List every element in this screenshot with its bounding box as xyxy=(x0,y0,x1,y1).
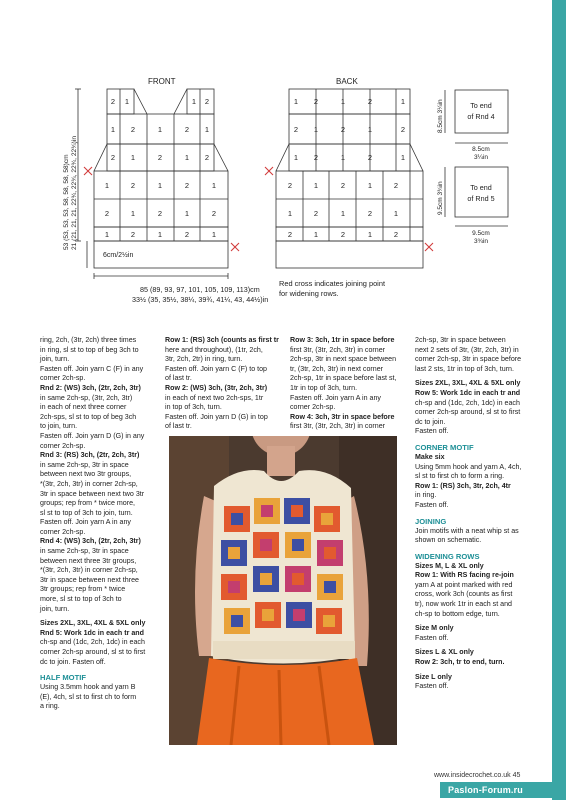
back-cell: 1 xyxy=(293,153,299,162)
back-cell: 1 xyxy=(287,209,293,218)
width-in: 33½ (35, 35½, 38¼, 39¾, 41¼, 43, 44½)in xyxy=(132,295,269,304)
back-cell: 1 xyxy=(340,209,346,218)
back-cell: 2 xyxy=(340,125,346,134)
front-cell: 1 xyxy=(157,181,163,190)
back-cell: 1 xyxy=(340,97,346,106)
back-cell: 1 xyxy=(367,181,373,190)
page-number: 45 xyxy=(512,772,521,779)
front-cell: 2 xyxy=(204,97,210,106)
front-cell: 2 xyxy=(157,153,163,162)
footer-site: www.insidecrochet.co.uk xyxy=(434,772,511,779)
front-cell: 1 xyxy=(157,230,163,239)
front-cell: 1 xyxy=(104,181,110,190)
back-cell: 2 xyxy=(393,230,399,239)
front-cell: 1 xyxy=(110,125,116,134)
front-cell: 1 xyxy=(191,97,197,106)
back-cell: 1 xyxy=(340,153,346,162)
legend-dim: 3¼in xyxy=(473,154,489,161)
back-cell: 1 xyxy=(313,181,319,190)
back-cell: 1 xyxy=(367,230,373,239)
front-cell: 1 xyxy=(184,153,190,162)
height-in: 21 (21, 21, 21, 22¾, 22¾, 22¾, 22¾)in xyxy=(71,135,78,250)
back-cell: 2 xyxy=(367,153,373,162)
back-cell: 2 xyxy=(287,230,293,239)
front-cell: 2 xyxy=(110,153,116,162)
back-cell: 1 xyxy=(393,209,399,218)
legend-dim: 9.5cm xyxy=(472,230,490,237)
back-cell: 1 xyxy=(313,230,319,239)
front-cell: 1 xyxy=(124,97,130,106)
schematic-diagrams xyxy=(0,0,552,330)
legend-vdim: 8.5cm 3¼in xyxy=(437,99,444,133)
front-cell: 2 xyxy=(130,125,136,134)
width-cm: 85 (89, 93, 97, 101, 105, 109, 113)cm xyxy=(140,285,260,294)
back-cell: 2 xyxy=(313,153,319,162)
front-cell: 2 xyxy=(204,153,210,162)
back-label: BACK xyxy=(336,77,358,86)
back-schematic xyxy=(276,89,423,268)
front-cell: 2 xyxy=(104,209,110,218)
front-label: FRONT xyxy=(148,77,176,86)
front-cell: 1 xyxy=(157,125,163,134)
back-cell: 1 xyxy=(313,125,319,134)
front-cell: 1 xyxy=(211,181,217,190)
front-cell: 1 xyxy=(211,230,217,239)
note-line: Red cross indicates joining point xyxy=(279,279,385,288)
section-heading: CORNER MOTIF xyxy=(415,442,474,452)
front-cell: 2 xyxy=(184,181,190,190)
legend-box-rnd5 xyxy=(455,167,508,217)
front-cell: 2 xyxy=(211,209,217,218)
legend-dim: 8.5cm xyxy=(472,146,490,153)
model-photo xyxy=(169,436,397,745)
text-column-4: 2ch-sp, 3tr in space between next 2 sets of 3tr, (3tr, 2ch, 3tr) in corner 2ch-sp, 3tr in space before last 2 sts, 1tr in top of 3ch, turn. Sizes 2XL, 3XL, 4XL & 5XL only Row 5: Work 1dc in each tr and ch-sp and (1dc, 2ch, 1dc) in each corner 2ch-sp around, sl st to first dc to join. Fasten off. CORNER MOTIF Make six Using 5mm hook and yarn A, 4ch, sl st to first ch to form a ring. Row 1: (RS) 3ch, 3tr, 2ch, 4tr in ring. Fasten off. JOINING Join motifs with a neat whip st as shown on schematic. WIDENING ROWS Sizes M, L & XL only Row 1: With RS facing re-join yarn A at point marked with red cross, work 3ch (counts as first tr), now work 1tr in each st and ch-sp to bottom edge, turn. Size M only Fasten off. Sizes L & XL only Row 2: 3ch, tr to end, turn. Size L only Fasten off. xyxy=(415,336,543,692)
legend-text: To end xyxy=(470,101,492,110)
back-cell: 1 xyxy=(400,153,406,162)
section-heading: JOINING xyxy=(415,516,447,526)
footer xyxy=(434,772,520,779)
front-cell: 2 xyxy=(157,209,163,218)
back-cell: 2 xyxy=(340,181,346,190)
text-column-3: Row 3: 3ch, 1tr in space before first 3tr, (3tr, 2ch, 3tr) in corner 2ch-sp, 3tr in next space between tr, (3tr, 2ch, 3tr) in next corner 2ch-sp, 1tr in space before last st, 1tr in top of 3ch, turn. Fasten off. Join yarn A in any corner 2ch-sp. Row 4: 3ch, 3tr in space before first 3tr, (3tr, 2ch, 3tr) in corner xyxy=(290,336,397,431)
front-cell: 2 xyxy=(130,181,136,190)
legend-vdim: 9.5cm 3¾in xyxy=(437,181,444,215)
section-heading: WIDENING ROWS xyxy=(415,551,480,561)
front-cell: 2 xyxy=(110,97,116,106)
back-cell: 2 xyxy=(313,97,319,106)
front-cell: 1 xyxy=(130,153,136,162)
back-cell: 1 xyxy=(367,125,373,134)
front-cell: 1 xyxy=(204,125,210,134)
back-cell: 2 xyxy=(293,125,299,134)
back-cell: 2 xyxy=(367,209,373,218)
back-cell: 1 xyxy=(400,97,406,106)
back-cell: 1 xyxy=(293,97,299,106)
red-cross-markers xyxy=(84,167,433,251)
teal-edge-bar xyxy=(552,0,566,800)
back-cell: 2 xyxy=(313,209,319,218)
back-cell: 2 xyxy=(400,125,406,134)
note-line: for widening rows. xyxy=(279,289,339,298)
strip-label: 6cm/2½in xyxy=(103,252,134,259)
text-column-2: Row 1: (RS) 3ch (counts as first tr here and throughout), (1tr, 2ch, 3tr, 2ch, 2tr) in ring, turn. Fasten off. Join yarn C (F) to top of last tr. Row 2: (WS) 3ch, (3tr, 2ch, 3tr) in each of next two 2ch-sps, 1tr in top of 3ch, turn. Fasten off. Join yarn D (G) in top of last tr. xyxy=(165,336,279,431)
front-schematic xyxy=(94,89,228,268)
front-cell: 1 xyxy=(104,230,110,239)
front-cell: 2 xyxy=(184,230,190,239)
back-cell: 2 xyxy=(367,97,373,106)
legend-text: To end xyxy=(470,183,492,192)
legend-dim: 3¾in xyxy=(473,238,489,245)
text-column-1: ring, 2ch, (3tr, 2ch) three times in ring, sl st to top of beg 3ch to join, turn. Fasten off. Join yarn C (F) in any corner 2ch-sp. Rnd 2: (WS) 3ch, (2tr, 2ch, 3tr) in same 2ch-sp, (3tr, 2ch, 3tr) in each of next three corner 2ch-sps, sl st to top of beg 3ch to join, turn. Fasten off. Join yarn D (G) in any corner 2ch-sp. Rnd 3: (RS) 3ch, (2tr, 2ch, 3tr) in same 2ch-sp, 3tr in space between next two 3tr groups, *(3tr, 2ch, 3tr) in corner 2ch-sp, 3tr in space between next two 3tr groups; rep from * twice more, sl st to top of 3ch to join, turn. Fasten off. Join yarn A in any corner 2ch-sp. Rnd 4: (WS) 3ch, (2tr, 2ch, 3tr) in same 2ch-sp, 3tr in space between next three 3tr groups, *(3tr, 2ch, 3tr) in corner 2ch-sp, 3tr in space between next three 3tr groups; rep from * twice more, sl st to top of 3ch to join, turn. Sizes 2XL, 3XL, 4XL & 5XL only Rnd 5: Work 1dc in each tr and ch-sp and (1dc, 2ch, 1dc) in each corner 2ch-sp around, sl st to first dc to join. Fasten off. HALF MOTIF Using 3.5mm hook and yarn B (E), 4ch, sl st to first ch to form a ring. xyxy=(40,336,165,712)
front-cell: 1 xyxy=(184,209,190,218)
front-cell: 1 xyxy=(130,209,136,218)
section-heading: HALF MOTIF xyxy=(40,673,86,683)
height-cm: 53 (53, 53, 53, 58, 58, 58, 58)cm xyxy=(63,154,70,250)
back-cell: 2 xyxy=(393,181,399,190)
watermark: Paslon-Forum.ru xyxy=(448,785,524,795)
front-cell: 2 xyxy=(184,125,190,134)
back-cell: 2 xyxy=(340,230,346,239)
front-cell: 2 xyxy=(130,230,136,239)
legend-text: of Rnd 5 xyxy=(467,194,495,203)
legend-text: of Rnd 4 xyxy=(467,112,495,121)
back-cell: 2 xyxy=(287,181,293,190)
